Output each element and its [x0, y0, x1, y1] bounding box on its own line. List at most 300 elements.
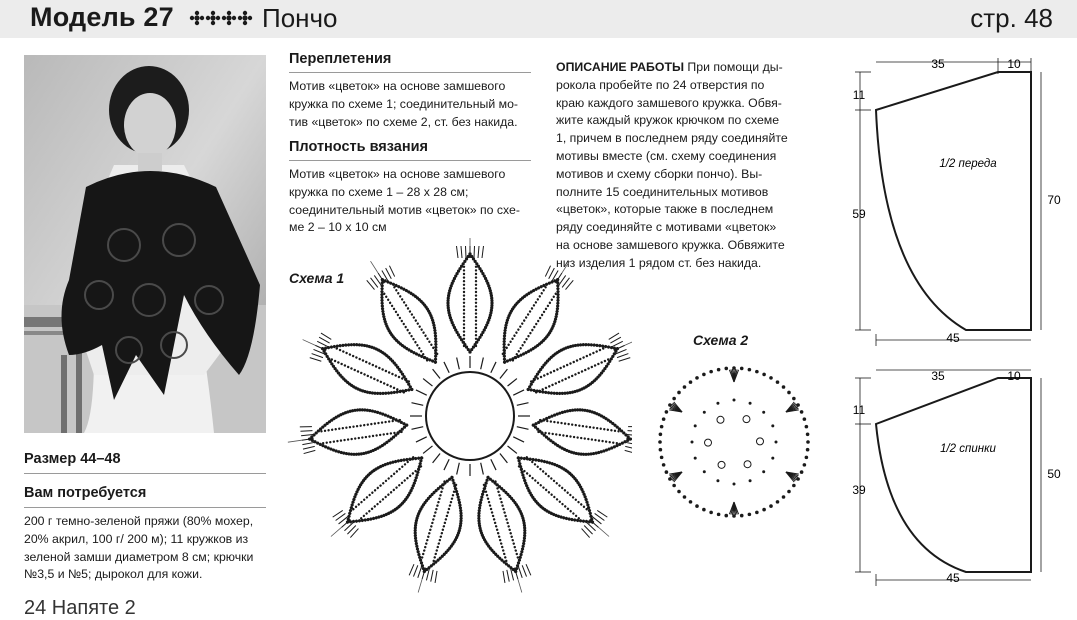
chain-dot [365, 512, 368, 515]
chain-dot [563, 489, 566, 492]
materials-title: Вам потребуется [24, 485, 147, 501]
chain-dot [428, 340, 431, 343]
back-left-top-dim: 11 [852, 403, 866, 417]
chain-dot [350, 367, 353, 370]
chain-dot [561, 379, 564, 382]
stitch [500, 369, 507, 378]
chain-dot [349, 426, 352, 429]
chain-dot [762, 373, 766, 377]
chain-dot [322, 442, 325, 445]
chain-dot [541, 388, 544, 391]
chain-dot [420, 350, 423, 353]
chain-dot [612, 441, 615, 444]
chain-dot [523, 341, 526, 344]
chain-dot [564, 377, 567, 380]
chain-dot [463, 266, 465, 268]
chain-dot [717, 513, 721, 517]
chain-dot [404, 304, 407, 307]
front-top-right-dim: 10 [1007, 57, 1021, 71]
chain-dot [412, 316, 415, 319]
chain-dot [558, 484, 561, 487]
chain-dot [769, 504, 773, 508]
chain-dot [424, 546, 427, 549]
petal [517, 318, 632, 411]
chain-dot [509, 532, 512, 535]
chain-dot [475, 294, 477, 296]
chain-dot [414, 319, 417, 322]
chain-dot [544, 472, 547, 475]
chain-dot [463, 309, 465, 311]
chain-dot [392, 386, 395, 389]
chain-dot [356, 425, 359, 428]
stitch [522, 565, 526, 577]
chain-dot [582, 425, 585, 428]
chain-dot [401, 298, 404, 301]
chain-dot [503, 511, 506, 514]
stitch [481, 358, 484, 370]
chain-dot [463, 338, 465, 340]
chain-dot [487, 497, 490, 500]
chain-dot [610, 429, 613, 432]
materials-text: 200 г темно-зеленой пряжи (80% мохер, 20% акрил, 100 г/ 200 м); 11 кружков из зеленой замши диаметром 8 см; крючки №3,5 и №5; дырокол для кожи. [24, 514, 254, 582]
chain-dot [775, 441, 778, 444]
chain-dot [395, 289, 398, 292]
chain-dot [584, 368, 587, 371]
chain-dot [497, 490, 500, 493]
chain-dot [345, 351, 348, 354]
front-left-top-dim: 11 [852, 88, 866, 102]
petal [396, 469, 476, 599]
chain-dot [388, 420, 391, 423]
model-photo [24, 55, 266, 433]
chain-dot [535, 322, 538, 325]
chain-dot [569, 493, 572, 496]
chain-dot [463, 294, 465, 296]
chain-dot [553, 421, 556, 424]
chain-dot [564, 422, 567, 425]
chain-dot [534, 479, 537, 482]
chain-dot [395, 486, 398, 489]
chain-dot [513, 546, 516, 549]
chain-dot [694, 424, 697, 427]
chain-dot [400, 319, 403, 322]
chain-dot [368, 493, 371, 496]
chain-dot [521, 322, 524, 325]
stitch [423, 446, 432, 453]
chain-dot [571, 374, 574, 377]
chain-dot [398, 484, 401, 487]
chain-dot [392, 472, 395, 475]
weave-text: Мотив «цветок» на основе замшевого кружка по схеме 1; соединительный мо- тив «цветок» по схеме 2, ст. без накида. [289, 79, 518, 129]
chain-dot [398, 316, 401, 319]
chain-dot [423, 549, 426, 552]
chain-dot [544, 307, 547, 310]
stitch [619, 356, 631, 362]
chain-dot [582, 356, 585, 359]
chain-dot [542, 486, 545, 489]
chain-dot [551, 383, 554, 386]
divider [289, 160, 531, 161]
chain-dot [532, 304, 535, 307]
chain-dot [376, 486, 379, 489]
chain-dot [539, 484, 542, 487]
chain-dot [659, 432, 663, 436]
chain-dot [806, 440, 810, 444]
chain-dot [503, 552, 506, 555]
chain-dot [426, 539, 429, 542]
chain-dot [548, 301, 551, 304]
chain-dot [360, 500, 363, 503]
chain-dot [569, 435, 572, 438]
work-description: ОПИСАНИЕ РАБОТЫ При помощи ды- рокола пробейте по 24 отверстия по краю каждого замшевого кружка. Обвя- жите каждый кружок крючком по схеме 1, причем в последнем ряду соединяйте мотивы вместе (см. схему соединения мотивов и схему сборки пончо). Вы- полните 15 соединительных мотивов «цветок», которые также в последнем ряду соединяйте с мотивами «цветок» на основе замшевого кружка. Обвяжите низ изделия 1 рядом ст. без накида. [556, 60, 788, 270]
chain-dot [550, 298, 553, 301]
chain-dot [327, 429, 330, 432]
chain-dot [534, 301, 537, 304]
chain-dot [566, 507, 569, 510]
chain-dot [379, 484, 382, 487]
chain-dot [442, 525, 445, 528]
stitch [478, 246, 479, 258]
chain-dot [453, 490, 456, 493]
chain-dot [331, 428, 334, 431]
divider [24, 507, 266, 508]
chain-dot [463, 323, 465, 325]
chain-dot [463, 298, 465, 300]
stitch [513, 390, 524, 395]
chain-dot [375, 434, 378, 437]
chain-dot [463, 345, 465, 347]
chain-dot [452, 494, 455, 497]
chain-dot [587, 367, 590, 370]
chain-dot [338, 348, 341, 351]
chain-dot [521, 344, 524, 347]
chain-dot [502, 549, 505, 552]
chain-dot [539, 375, 542, 378]
petal [285, 402, 412, 466]
chain-dot [448, 504, 451, 507]
chain-dot [660, 425, 664, 429]
stitch [508, 446, 517, 453]
chain-dot [547, 474, 550, 477]
chain-dot [401, 465, 404, 468]
chain-dot [436, 546, 439, 549]
chain-dot [600, 361, 603, 364]
chain-dot [463, 330, 465, 332]
stitch [518, 566, 522, 578]
chain-dot [337, 361, 340, 364]
chain-dot [475, 320, 477, 322]
chain-dot [513, 334, 516, 337]
chain-dot [557, 380, 560, 383]
chain-dot [381, 368, 384, 371]
chain-dot [569, 362, 572, 365]
chain-dot [552, 479, 555, 482]
stitch [481, 463, 484, 475]
chain-dot [430, 343, 433, 346]
chain-dot [447, 508, 450, 511]
chain-dot [559, 366, 562, 369]
chain-dot [378, 366, 381, 369]
ring [743, 416, 750, 423]
chain-dot [361, 359, 364, 362]
chain-dot [594, 364, 597, 367]
chain-dot [580, 503, 583, 506]
model-number: Модель 27 [30, 2, 174, 32]
chain-dot [387, 298, 390, 301]
stitch [418, 566, 422, 578]
back-top-right-dim: 10 [1007, 369, 1021, 383]
chain-dot [387, 493, 390, 496]
chain-dot [597, 362, 600, 365]
chain-dot [394, 310, 397, 313]
chain-dot [438, 539, 441, 542]
stitch [491, 459, 496, 470]
back-pattern-diagram [843, 366, 1065, 588]
chain-dot [340, 439, 343, 442]
chain-dot [439, 494, 442, 497]
stitch [461, 246, 462, 258]
chain-dot [724, 514, 728, 518]
chain-dot [370, 507, 373, 510]
chain-dot [695, 504, 699, 508]
chain-dot [717, 368, 721, 372]
chain-dot [542, 310, 545, 313]
stitch [466, 246, 467, 258]
chain-dot [528, 474, 531, 477]
chain-dot [603, 428, 606, 431]
chain-dot [599, 427, 602, 430]
chain-dot [429, 528, 432, 531]
chain-dot [334, 428, 337, 431]
chain-dot [536, 465, 539, 468]
chain-dot [583, 437, 586, 440]
chain-dot [500, 542, 503, 545]
chain-dot [376, 502, 379, 505]
chain-dot [475, 273, 477, 275]
chain-dot [416, 322, 419, 325]
chain-dot [574, 498, 577, 501]
chain-dot [463, 327, 465, 329]
chain-dot [433, 515, 436, 518]
chain-dot [371, 363, 374, 366]
chain-dot [379, 500, 382, 503]
chain-dot [475, 341, 477, 343]
chain-dot [762, 470, 765, 473]
chain-dot [567, 423, 570, 426]
chain-dot [382, 433, 385, 436]
chain-dot [558, 434, 561, 437]
chain-dot [762, 508, 766, 512]
stitch [433, 369, 440, 378]
chain-dot [420, 328, 423, 331]
chain-dot [444, 518, 447, 521]
chain-dot [365, 436, 368, 439]
stitch [508, 379, 517, 386]
chain-dot [517, 350, 520, 353]
chain-dot [434, 552, 437, 555]
chain-dot [787, 391, 791, 395]
arrow [625, 340, 632, 346]
chain-dot [531, 328, 534, 331]
chain-dot [491, 511, 494, 514]
chain-dot [566, 435, 569, 438]
chain-dot [709, 511, 713, 515]
chain-dot [594, 439, 597, 442]
chain-dot [506, 521, 509, 524]
chain-dot [562, 365, 565, 368]
stitch [502, 571, 507, 583]
chain-dot [724, 367, 728, 371]
chain-dot [569, 509, 572, 512]
chain-dot [508, 528, 511, 531]
chain-dot [384, 479, 387, 482]
chain-dot [574, 514, 577, 517]
divider [24, 473, 266, 474]
petal [293, 318, 423, 411]
stitch [433, 454, 440, 463]
chain-dot [431, 521, 434, 524]
chain-dot [803, 463, 807, 467]
chain-dot [525, 472, 528, 475]
chain-dot [553, 495, 556, 498]
stitch [506, 570, 510, 582]
chain-dot [434, 511, 437, 514]
chain-dot [550, 493, 553, 496]
chain-dot [806, 432, 810, 436]
chain-dot [485, 490, 488, 493]
stitch [612, 341, 623, 346]
stitch [628, 425, 632, 428]
stitch [430, 570, 434, 582]
arrow [598, 527, 609, 536]
stitch [302, 442, 314, 444]
chain-dot [463, 291, 465, 293]
chain-dot [336, 440, 339, 443]
ring [705, 439, 712, 446]
chain-dot [350, 438, 353, 441]
stitch [625, 446, 632, 449]
chain-dot [542, 289, 545, 292]
back-bottom-dim: 45 [946, 571, 960, 585]
chain-dot [475, 298, 477, 300]
chain-dot [324, 429, 327, 432]
stitch [517, 403, 529, 406]
chain-dot [392, 488, 395, 491]
chain-dot [463, 273, 465, 275]
chain-dot [531, 476, 534, 479]
chain-dot [500, 501, 503, 504]
divider [289, 72, 531, 73]
chain-dot [561, 502, 564, 505]
petal [351, 248, 456, 376]
stitch [474, 246, 475, 258]
chain-dot [365, 360, 368, 363]
arrow [288, 440, 302, 442]
chain-dot [562, 434, 565, 437]
chain-dot [404, 325, 407, 328]
chain-dot [430, 525, 433, 528]
chain-dot [603, 359, 606, 362]
chain-dot [368, 362, 371, 365]
chain-dot [379, 380, 382, 383]
chain-dot [787, 490, 791, 494]
chain-dot [662, 463, 666, 467]
chain-dot [463, 284, 465, 286]
chain-dot [414, 341, 417, 344]
chain-dot [402, 322, 405, 325]
chain-dot [771, 457, 774, 460]
chain-dot [502, 508, 505, 511]
chain-dot [384, 495, 387, 498]
stitch [526, 564, 531, 576]
stitch [413, 565, 417, 577]
page-title: Пончо [262, 3, 338, 33]
chain-dot [601, 440, 604, 443]
chain-dot [394, 374, 397, 377]
chain-dot [410, 313, 413, 316]
chain-dot [463, 312, 465, 314]
chain-dot [406, 328, 409, 331]
chain-dot [357, 437, 360, 440]
chain-dot [578, 424, 581, 427]
chain-dot [360, 371, 363, 374]
chain-dot [475, 334, 477, 336]
chain-dot [421, 556, 424, 559]
chain-dot [363, 373, 366, 376]
front-label: 1/2 переда [939, 158, 997, 170]
chain-dot [589, 426, 592, 429]
chain-dot [347, 365, 350, 368]
chain-dot [373, 505, 376, 508]
chain-dot [368, 509, 371, 512]
ring [717, 416, 724, 423]
chain-dot [512, 542, 515, 545]
chain-dot [709, 370, 713, 374]
chain-dot [475, 327, 477, 329]
arrow [418, 579, 422, 592]
chain-dot [762, 411, 765, 414]
scheme-2-label: Схема 2 [693, 332, 749, 348]
chain-dot [665, 410, 669, 414]
chain-dot [571, 423, 574, 426]
chain-dot [501, 546, 504, 549]
chain-dot [463, 287, 465, 289]
stitch [457, 246, 459, 258]
chain-dot [703, 411, 706, 414]
chain-dot [530, 307, 533, 310]
stitch [457, 463, 460, 475]
chain-dot [425, 542, 428, 545]
chain-dot [408, 331, 411, 334]
ornament-icon [188, 8, 254, 28]
chain-dot [406, 307, 409, 310]
chain-dot [590, 365, 593, 368]
chain-dot [528, 310, 531, 313]
chain-dot [437, 542, 440, 545]
chain-dot [702, 508, 706, 512]
chain-dot [615, 442, 618, 445]
chain-dot [805, 425, 809, 429]
chain-dot [440, 532, 443, 535]
stitch [444, 459, 449, 470]
front-pattern-diagram [843, 52, 1065, 348]
petal [502, 439, 625, 554]
chain-dot [782, 385, 786, 389]
chain-dot [580, 437, 583, 440]
chain-dot [749, 402, 752, 405]
density-title: Плотность вязания [289, 139, 428, 155]
chain-dot [422, 331, 425, 334]
